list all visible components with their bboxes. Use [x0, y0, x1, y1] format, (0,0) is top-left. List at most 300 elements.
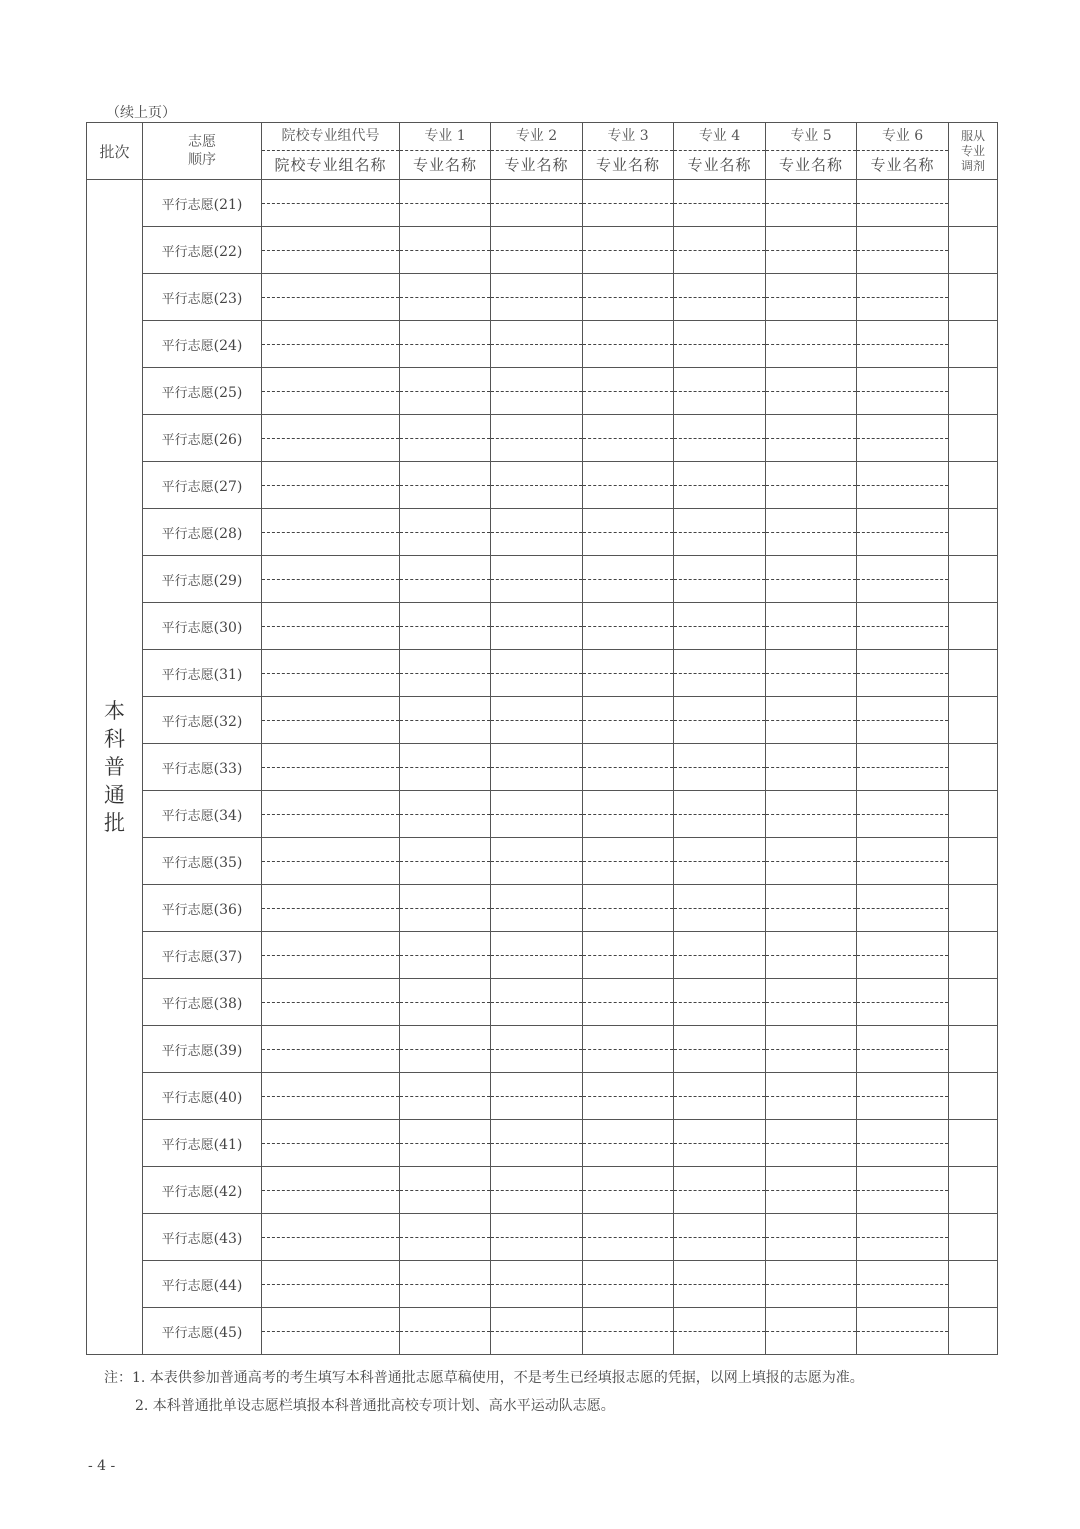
major-6-field[interactable]	[857, 462, 949, 509]
major-2-field[interactable]	[491, 556, 583, 603]
major-5-field[interactable]	[766, 368, 857, 415]
dashed-divider	[491, 861, 582, 862]
major-5-field[interactable]	[766, 1308, 857, 1355]
major-2-field[interactable]	[491, 885, 583, 932]
major-4-field[interactable]	[674, 791, 766, 838]
major-3-field[interactable]	[583, 1261, 674, 1308]
dashed-divider	[674, 1049, 765, 1050]
major-5-field[interactable]	[766, 885, 857, 932]
dashed-divider	[491, 1143, 582, 1144]
major-1-field[interactable]	[400, 979, 491, 1026]
major-3-field[interactable]	[583, 556, 674, 603]
major-6-field[interactable]	[857, 368, 949, 415]
notes	[104, 1364, 864, 1420]
major-3-field[interactable]	[583, 274, 674, 321]
header-group-code: 院校专业组代号	[281, 128, 380, 144]
group-field[interactable]	[262, 979, 400, 1026]
dashed-divider	[491, 1002, 582, 1003]
table-row	[87, 1308, 998, 1355]
major-6-field[interactable]	[857, 321, 949, 368]
major-2-field[interactable]	[491, 838, 583, 885]
major-2-field[interactable]	[491, 1026, 583, 1073]
group-field[interactable]	[262, 1073, 400, 1120]
major-1-field[interactable]	[400, 1214, 491, 1261]
major-6-field[interactable]	[857, 838, 949, 885]
table-row	[87, 368, 998, 415]
major-5-field[interactable]	[766, 650, 857, 697]
major-3-field[interactable]	[583, 1167, 674, 1214]
dashed-divider	[262, 1143, 399, 1144]
dashed-divider	[491, 908, 582, 909]
dashed-divider	[583, 344, 673, 345]
major-2-field[interactable]	[491, 509, 583, 556]
major-5-field[interactable]	[766, 227, 857, 274]
group-field[interactable]	[262, 838, 400, 885]
major-6-field[interactable]	[857, 180, 949, 227]
group-field[interactable]	[262, 1026, 400, 1073]
obey-adjustment-field[interactable]	[949, 1214, 998, 1261]
major-3-field[interactable]	[583, 885, 674, 932]
group-field[interactable]	[262, 1214, 400, 1261]
dashed-divider	[400, 908, 490, 909]
dashed-divider	[674, 1284, 765, 1285]
obey-adjustment-field[interactable]	[949, 650, 998, 697]
major-3-field[interactable]	[583, 1073, 674, 1120]
dashed-divider	[491, 391, 582, 392]
major-4-field[interactable]	[674, 227, 766, 274]
major-3-field[interactable]	[583, 1120, 674, 1167]
group-field[interactable]	[262, 1120, 400, 1167]
major-4-field[interactable]	[674, 979, 766, 1026]
major-3-field[interactable]	[583, 744, 674, 791]
major-1-field[interactable]	[400, 415, 491, 462]
major-2-field[interactable]	[491, 227, 583, 274]
dashed-divider	[766, 532, 856, 533]
obey-adjustment-field[interactable]	[949, 1026, 998, 1073]
dashed-divider	[262, 861, 399, 862]
major-3-field[interactable]	[583, 697, 674, 744]
major-4-field[interactable]	[674, 415, 766, 462]
obey-adjustment-field[interactable]	[949, 979, 998, 1026]
major-3-field[interactable]	[583, 180, 674, 227]
major-6-field[interactable]	[857, 1261, 949, 1308]
major-2-field[interactable]	[491, 1214, 583, 1261]
dashed-divider	[491, 1049, 582, 1050]
dashed-divider	[857, 673, 948, 674]
obey-adjustment-field[interactable]	[949, 1308, 998, 1355]
dashed-divider	[400, 1237, 490, 1238]
major-5-field[interactable]	[766, 744, 857, 791]
major-6-field[interactable]	[857, 1167, 949, 1214]
dashed-divider	[491, 673, 582, 674]
major-4-field[interactable]	[674, 509, 766, 556]
major-1-field[interactable]	[400, 321, 491, 368]
group-field[interactable]	[262, 697, 400, 744]
major-1-field[interactable]	[400, 368, 491, 415]
dashed-divider	[766, 1331, 856, 1332]
major-4-field[interactable]	[674, 1073, 766, 1120]
volunteer-order: 平行志愿(45)	[143, 1308, 262, 1355]
obey-adjustment-field[interactable]	[949, 603, 998, 650]
major-2-field[interactable]	[491, 1167, 583, 1214]
table-row	[87, 556, 998, 603]
major-6-field[interactable]	[857, 227, 949, 274]
group-field[interactable]	[262, 1261, 400, 1308]
major-1-field[interactable]	[400, 1073, 491, 1120]
group-field[interactable]	[262, 650, 400, 697]
header-order	[143, 123, 262, 180]
major-1-field[interactable]	[400, 274, 491, 321]
dashed-divider	[674, 579, 765, 580]
table-row	[87, 603, 998, 650]
major-2-field[interactable]	[491, 650, 583, 697]
major-4-field[interactable]	[674, 838, 766, 885]
major-5-field[interactable]	[766, 1167, 857, 1214]
major-5-field[interactable]	[766, 415, 857, 462]
group-field[interactable]	[262, 415, 400, 462]
major-6-field[interactable]	[857, 979, 949, 1026]
major-1-field[interactable]	[400, 509, 491, 556]
dashed-divider	[400, 579, 490, 580]
major-1-field[interactable]	[400, 744, 491, 791]
major-3-field[interactable]	[583, 650, 674, 697]
major-5-field[interactable]	[766, 556, 857, 603]
header-group-name: 院校专业组名称	[262, 150, 399, 179]
major-3-field[interactable]	[583, 415, 674, 462]
dashed-divider	[262, 673, 399, 674]
dashed-divider	[491, 1284, 582, 1285]
major-3-field[interactable]	[583, 227, 674, 274]
volunteer-order: 平行志愿(24)	[143, 321, 262, 368]
major-6-field[interactable]	[857, 744, 949, 791]
major-4-field[interactable]	[674, 1120, 766, 1167]
dashed-divider	[857, 626, 948, 627]
major-5-field[interactable]	[766, 697, 857, 744]
group-field[interactable]	[262, 274, 400, 321]
major-2-field[interactable]	[491, 979, 583, 1026]
dashed-divider	[262, 1190, 399, 1191]
major-1-field[interactable]	[400, 1308, 491, 1355]
table-row	[87, 1120, 998, 1167]
volunteer-form-table	[86, 122, 998, 1355]
major-5-field[interactable]	[766, 1073, 857, 1120]
major-6-field[interactable]	[857, 274, 949, 321]
major-4-field[interactable]	[674, 603, 766, 650]
group-field[interactable]	[262, 462, 400, 509]
dashed-divider	[766, 908, 856, 909]
major-2-field[interactable]	[491, 932, 583, 979]
major-1-field[interactable]	[400, 180, 491, 227]
group-field[interactable]	[262, 1308, 400, 1355]
dashed-divider	[674, 391, 765, 392]
dashed-divider	[674, 250, 765, 251]
major-2-field[interactable]	[491, 697, 583, 744]
major-1-field[interactable]	[400, 227, 491, 274]
major-4-field[interactable]	[674, 697, 766, 744]
volunteer-order: 平行志愿(26)	[143, 415, 262, 462]
table-row	[87, 415, 998, 462]
dashed-divider	[400, 344, 490, 345]
major-6-field[interactable]	[857, 791, 949, 838]
dashed-divider	[766, 861, 856, 862]
major-1-field[interactable]	[400, 885, 491, 932]
major-3-field[interactable]	[583, 509, 674, 556]
dashed-divider	[583, 955, 673, 956]
major-5-field[interactable]	[766, 321, 857, 368]
major-2-field[interactable]	[491, 1261, 583, 1308]
major-5-field[interactable]	[766, 1261, 857, 1308]
dashed-divider	[583, 1331, 673, 1332]
major-6-field[interactable]	[857, 650, 949, 697]
major-3-field[interactable]	[583, 979, 674, 1026]
dashed-divider	[674, 814, 765, 815]
dashed-divider	[766, 344, 856, 345]
major-3-field[interactable]	[583, 1308, 674, 1355]
major-6-field[interactable]	[857, 415, 949, 462]
dashed-divider	[262, 438, 399, 439]
major-5-field[interactable]	[766, 274, 857, 321]
major-4-field[interactable]	[674, 932, 766, 979]
dashed-divider	[583, 1143, 673, 1144]
obey-adjustment-field[interactable]	[949, 697, 998, 744]
major-6-field[interactable]	[857, 1073, 949, 1120]
major-2-field[interactable]	[491, 274, 583, 321]
group-field[interactable]	[262, 556, 400, 603]
major-6-field[interactable]	[857, 556, 949, 603]
group-field[interactable]	[262, 744, 400, 791]
major-2-field[interactable]	[491, 1120, 583, 1167]
major-1-field[interactable]	[400, 462, 491, 509]
major-4-field[interactable]	[674, 1026, 766, 1073]
volunteer-order: 平行志愿(39)	[143, 1026, 262, 1073]
obey-adjustment-field[interactable]	[949, 180, 998, 227]
major-2-field[interactable]	[491, 744, 583, 791]
header-order-line1: 志愿	[188, 134, 216, 150]
obey-adjustment-field[interactable]	[949, 415, 998, 462]
major-1-field[interactable]	[400, 1120, 491, 1167]
dashed-divider	[857, 1002, 948, 1003]
major-6-field[interactable]	[857, 885, 949, 932]
obey-adjustment-field[interactable]	[949, 556, 998, 603]
dashed-divider	[857, 1190, 948, 1191]
dashed-divider	[766, 391, 856, 392]
dashed-divider	[400, 720, 490, 721]
obey-adjustment-field[interactable]	[949, 885, 998, 932]
header-batch: 批次	[87, 123, 143, 180]
group-field[interactable]	[262, 180, 400, 227]
major-4-field[interactable]	[674, 321, 766, 368]
major-6-field[interactable]	[857, 1120, 949, 1167]
dashed-divider	[583, 203, 673, 204]
major-4-field[interactable]	[674, 1167, 766, 1214]
header-major-4: 专业 4 专业名称	[674, 123, 766, 180]
major-5-field[interactable]	[766, 509, 857, 556]
obey-adjustment-field[interactable]	[949, 321, 998, 368]
dashed-divider	[674, 438, 765, 439]
dashed-divider	[857, 1284, 948, 1285]
major-4-field[interactable]	[674, 650, 766, 697]
major-1-field[interactable]	[400, 838, 491, 885]
major-4-field[interactable]	[674, 1214, 766, 1261]
dashed-divider	[262, 767, 399, 768]
group-field[interactable]	[262, 227, 400, 274]
major-1-field[interactable]	[400, 697, 491, 744]
major-5-field[interactable]	[766, 1120, 857, 1167]
dashed-divider	[766, 814, 856, 815]
note-1: 注：1. 本表供参加普通高考的考生填写本科普通批志愿草稿使用，不是考生已经填报志愿的凭据，以网上填报的志愿为准。	[104, 1370, 864, 1386]
dashed-divider	[583, 1190, 673, 1191]
major-1-field[interactable]	[400, 1167, 491, 1214]
major-4-field[interactable]	[674, 744, 766, 791]
major-1-field[interactable]	[400, 791, 491, 838]
table-row	[87, 650, 998, 697]
dashed-divider	[766, 579, 856, 580]
obey-adjustment-field[interactable]	[949, 462, 998, 509]
volunteer-order: 平行志愿(28)	[143, 509, 262, 556]
major-2-field[interactable]	[491, 603, 583, 650]
major-1-field[interactable]	[400, 932, 491, 979]
major-6-field[interactable]	[857, 603, 949, 650]
major-3-field[interactable]	[583, 368, 674, 415]
dashed-divider	[262, 532, 399, 533]
major-3-field[interactable]	[583, 1214, 674, 1261]
dashed-divider	[400, 673, 490, 674]
obey-adjustment-field[interactable]	[949, 1261, 998, 1308]
obey-adjustment-field[interactable]	[949, 227, 998, 274]
obey-adjustment-field[interactable]	[949, 274, 998, 321]
dashed-divider	[400, 1143, 490, 1144]
volunteer-order: 平行志愿(23)	[143, 274, 262, 321]
group-field[interactable]	[262, 603, 400, 650]
major-2-field[interactable]	[491, 1073, 583, 1120]
dashed-divider	[583, 250, 673, 251]
major-4-field[interactable]	[674, 368, 766, 415]
major-2-field[interactable]	[491, 791, 583, 838]
major-6-field[interactable]	[857, 932, 949, 979]
volunteer-order: 平行志愿(40)	[143, 1073, 262, 1120]
header-order-line2: 顺序	[188, 152, 216, 168]
obey-adjustment-field[interactable]	[949, 791, 998, 838]
major-2-field[interactable]	[491, 368, 583, 415]
major-5-field[interactable]	[766, 462, 857, 509]
dashed-divider	[491, 626, 582, 627]
dashed-divider	[400, 203, 490, 204]
dashed-divider	[857, 861, 948, 862]
major-5-field[interactable]	[766, 838, 857, 885]
dashed-divider	[262, 1331, 399, 1332]
group-field[interactable]	[262, 1167, 400, 1214]
major-2-field[interactable]	[491, 180, 583, 227]
major-4-field[interactable]	[674, 462, 766, 509]
group-field[interactable]	[262, 368, 400, 415]
obey-adjustment-field[interactable]	[949, 932, 998, 979]
major-5-field[interactable]	[766, 1214, 857, 1261]
major-4-field[interactable]	[674, 885, 766, 932]
dashed-divider	[583, 1049, 673, 1050]
major-3-field[interactable]	[583, 932, 674, 979]
major-5-field[interactable]	[766, 979, 857, 1026]
group-field[interactable]	[262, 932, 400, 979]
major-6-field[interactable]	[857, 697, 949, 744]
major-4-field[interactable]	[674, 1308, 766, 1355]
obey-adjustment-field[interactable]	[949, 1120, 998, 1167]
major-3-field[interactable]	[583, 791, 674, 838]
major-6-field[interactable]	[857, 1026, 949, 1073]
obey-adjustment-field[interactable]	[949, 838, 998, 885]
major-4-field[interactable]	[674, 274, 766, 321]
table-row	[87, 1073, 998, 1120]
major-2-field[interactable]	[491, 321, 583, 368]
obey-adjustment-field[interactable]	[949, 1073, 998, 1120]
major-2-field[interactable]	[491, 1308, 583, 1355]
major-3-field[interactable]	[583, 838, 674, 885]
obey-adjustment-field[interactable]	[949, 744, 998, 791]
obey-adjustment-field[interactable]	[949, 368, 998, 415]
dashed-divider	[491, 485, 582, 486]
volunteer-order: 平行志愿(25)	[143, 368, 262, 415]
group-field[interactable]	[262, 509, 400, 556]
volunteer-order: 平行志愿(37)	[143, 932, 262, 979]
dashed-divider	[583, 391, 673, 392]
major-6-field[interactable]	[857, 1214, 949, 1261]
major-4-field[interactable]	[674, 180, 766, 227]
dashed-divider	[400, 1096, 490, 1097]
major-5-field[interactable]	[766, 603, 857, 650]
dashed-divider	[491, 579, 582, 580]
major-3-field[interactable]	[583, 603, 674, 650]
dashed-divider	[262, 297, 399, 298]
dashed-divider	[766, 438, 856, 439]
major-1-field[interactable]	[400, 1026, 491, 1073]
major-4-field[interactable]	[674, 1261, 766, 1308]
volunteer-order: 平行志愿(33)	[143, 744, 262, 791]
major-5-field[interactable]	[766, 1026, 857, 1073]
table-row	[87, 227, 998, 274]
major-2-field[interactable]	[491, 462, 583, 509]
major-3-field[interactable]	[583, 462, 674, 509]
major-5-field[interactable]	[766, 932, 857, 979]
group-field[interactable]	[262, 791, 400, 838]
obey-adjustment-field[interactable]	[949, 509, 998, 556]
header-major-1: 专业 1 专业名称	[400, 123, 491, 180]
major-5-field[interactable]	[766, 791, 857, 838]
table-row	[87, 838, 998, 885]
dashed-divider	[400, 626, 490, 627]
major-3-field[interactable]	[583, 321, 674, 368]
obey-adjustment-field[interactable]	[949, 1167, 998, 1214]
major-6-field[interactable]	[857, 509, 949, 556]
group-field[interactable]	[262, 321, 400, 368]
group-field[interactable]	[262, 885, 400, 932]
dashed-divider	[583, 532, 673, 533]
major-3-field[interactable]	[583, 1026, 674, 1073]
dashed-divider	[674, 955, 765, 956]
dashed-divider	[491, 297, 582, 298]
volunteer-order: 平行志愿(34)	[143, 791, 262, 838]
batch-label: 本 科 普 通 批	[87, 180, 143, 1355]
major-2-field[interactable]	[491, 415, 583, 462]
major-6-field[interactable]	[857, 1308, 949, 1355]
major-1-field[interactable]	[400, 1261, 491, 1308]
major-1-field[interactable]	[400, 603, 491, 650]
dashed-divider	[400, 532, 490, 533]
major-4-field[interactable]	[674, 556, 766, 603]
major-1-field[interactable]	[400, 650, 491, 697]
major-5-field[interactable]	[766, 180, 857, 227]
dashed-divider	[674, 626, 765, 627]
major-1-field[interactable]	[400, 556, 491, 603]
header-major-3: 专业 3 专业名称	[583, 123, 674, 180]
